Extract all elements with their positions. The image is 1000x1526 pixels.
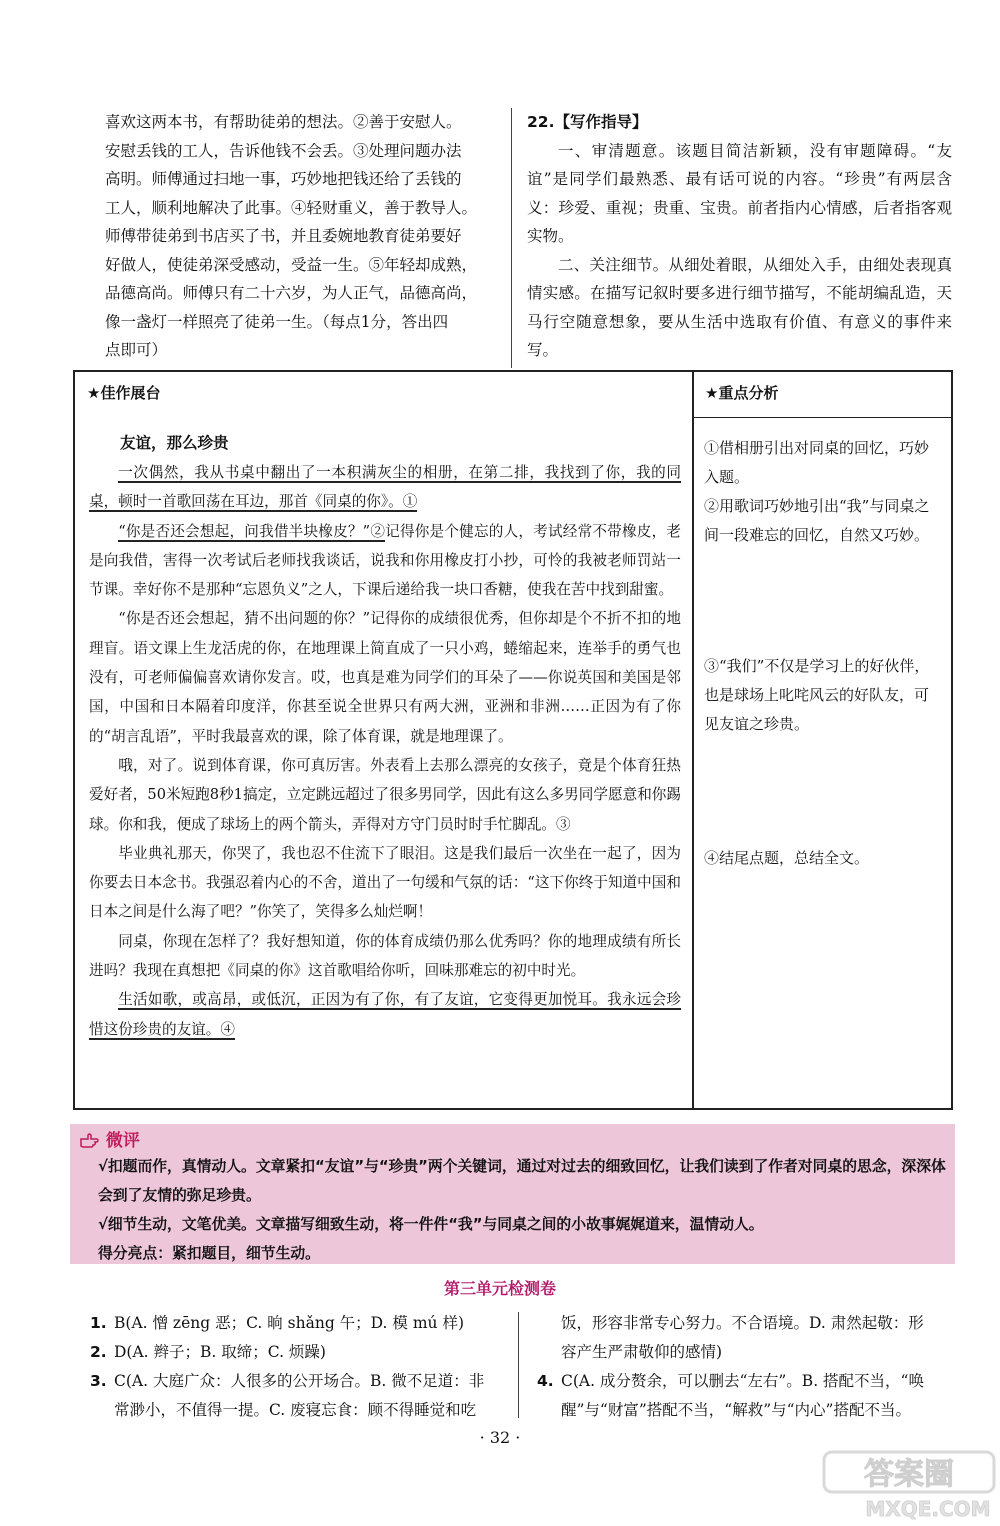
watermark-graphic: [820, 1448, 1000, 1522]
answer-text: 饭，形容非常专心努力。不合语境。D. 肃然起敬：形: [561, 1314, 924, 1332]
answer-text: B(A. 憎 zēng 恶；C. 晌 shǎng 午；D. 模 mú 样): [114, 1314, 464, 1332]
answer-item: [90, 1338, 510, 1367]
answer-item: [90, 1396, 510, 1425]
score-highlight: 得分亮点：紧扣题目，细节生动。: [98, 1245, 320, 1262]
analysis-note-4: [704, 844, 939, 873]
paragraph-text: 记得你是个健忘的人，考试经常不带橡皮，老是向我借，害得一次考试后老师找我谈话，说我和你用橡皮打小抄，可怜的我被老师罚站一节课。幸好你不是那种“忘恩负义”之人，下课后递给我一块口香糖，使我在苦中找到甜蜜。: [89, 522, 681, 599]
answer-number: 4.: [537, 1372, 554, 1390]
analysis-section-label: ★重点分析: [705, 384, 779, 402]
essay-section-label: ★佳作展台: [87, 384, 161, 402]
essay-paragraph: [89, 985, 681, 1044]
underlined-text: 生活如歌，或高昂，或低沉，正因为有了你，有了友谊，它变得更加悦耳。我永远会珍惜这份珍贵的友谊。④: [89, 991, 681, 1038]
sample-essay-table: [73, 370, 953, 1110]
answers-right-column: [537, 1309, 957, 1425]
analysis-note-1: [704, 434, 939, 492]
writing-guide: [527, 108, 952, 365]
table-divider: [692, 372, 694, 1108]
analysis-note-2: [704, 492, 939, 550]
table-rule: [694, 417, 953, 418]
text-line: 安慰丢钱的工人，告诉他钱不会丢。③处理问题办法: [105, 141, 462, 160]
answer-continuation: [105, 108, 500, 365]
analysis-note-3: [704, 652, 939, 739]
text-line: 品德高尚。师傅只有二十六岁，为人正气，品德高尚，: [105, 284, 478, 302]
watermark-logo: [820, 1448, 1000, 1522]
answer-number: 2.: [90, 1343, 107, 1361]
answers-left-column: [90, 1309, 510, 1425]
watermark-main-text: 答案圈: [864, 1457, 954, 1492]
analysis-text: ②用歌词巧妙地引出“我”与同桌之间一段难忘的回忆，自然又巧妙。: [704, 497, 930, 544]
analysis-text: ③“我们”不仅是学习上的好伙伴，也是球场上叱咤风云的好队友，可见友谊之珍贵。: [704, 657, 930, 733]
answer-text: D(A. 辫子；B. 取缔；C. 烦躁): [114, 1343, 326, 1361]
essay-paragraph: 哦，对了。说到体育课，你可真厉害。外表看上去那么漂亮的女孩子，竟是个体育狂热爱好者，50米短跑8秒1搞定，立定跳远超过了很多男同学，因此有这么多男同学愿意和你踢球。你和我，便成了球场上的两个箭头，弄得对方守门员时时手忙脚乱。③: [89, 756, 681, 833]
text-line: 像一盏灯一样照亮了徒弟一生。（每点1分，答出四: [105, 312, 449, 331]
answer-text: C(A. 大庭广众：人很多的公开场合。B. 微不足道：非: [114, 1372, 485, 1390]
answer-item: [90, 1309, 510, 1338]
comment-body: [80, 1152, 948, 1268]
essay-body: [89, 428, 681, 1044]
comment-box: [70, 1124, 955, 1264]
text-line: 高明。师傅通过扫地一事，巧妙地把钱还给了丢钱的: [105, 170, 462, 188]
essay-paragraph: [89, 517, 681, 605]
answer-item: [537, 1309, 957, 1338]
essay-paragraph: 毕业典礼那天，你哭了，我也忍不住流下了眼泪。这是我们最后一次坐在一起了，因为你要去日本念书。我强忍着内心的不舍，道出了一句缓和气氛的话：“这下你终于知道中国和日本之间是什么海了吧？”你笑了，笑得多么灿烂啊！: [89, 844, 681, 921]
answer-text: 常渺小，不值得一提。C. 废寝忘食：顾不得睡觉和吃: [114, 1401, 477, 1419]
column-divider: [511, 108, 512, 368]
essay-paragraph: [89, 458, 681, 517]
unit-test-title: 第三单元检测卷: [443, 1279, 556, 1298]
comment-point: √扣题而作，真情动人。文章紧扣“友谊”与“珍贵”两个关键词，通过对过去的细致回忆，让我们读到了作者对同桌的思念，深深体会到了友情的弥足珍贵。: [98, 1158, 946, 1204]
guide-paragraph: 一、审清题意。该题目简洁新颖，没有审题障碍。“友谊”是同学们最熟悉、最有话可说的内容。“珍贵”有两层含义：珍爱、重视；贵重、宝贵。前者指内心情感，后者指客观实物。: [527, 141, 952, 245]
answer-item: [90, 1367, 510, 1396]
answer-number: 3.: [90, 1372, 107, 1390]
watermark-sub-text: MXQE.COM: [865, 1497, 991, 1521]
answer-item: [537, 1338, 957, 1367]
text-line: 好做人，使徒弟深受感动，受益一生。⑤年轻却成熟，: [105, 255, 478, 274]
analysis-text: ④结尾点题，总结全文。: [704, 849, 870, 867]
column-divider: [518, 1312, 519, 1418]
question-heading: 22.【写作指导】: [527, 113, 648, 131]
underlined-text: 一次偶然，我从书桌中翻出了一本积满灰尘的相册，在第二排，我找到了你，我的同桌，顿时一首歌回荡在耳边，那首《同桌的你》。①: [89, 464, 681, 511]
text-line: 师傅带徒弟到书店买了书，并且委婉地教育徒弟要好: [105, 227, 462, 245]
underlined-text: “你是否还会想起，问我借半块橡皮？”②: [118, 522, 386, 540]
text-line: 喜欢这两本书，有帮助徒弟的想法。②善于安慰人。: [105, 113, 462, 131]
answer-number: 1.: [90, 1314, 107, 1332]
comment-heading: [80, 1126, 140, 1151]
comment-point: √细节生动，文笔优美。文章描写细致生动，将一件件“我”与同桌之间的小故事娓娓道来，温情动人。: [98, 1216, 764, 1233]
essay-paragraph: “你是否还会想起，猜不出问题的你？”记得你的成绩很优秀，但你却是个不折不扣的地理盲。语文课上生龙活虎的你，在地理课上简直成了一只小鸡，蜷缩起来，连举手的勇气也没有，可老师偏偏喜欢请你发言。哎，也真是难为同学们的耳朵了——你说英国和美国是邻国，中国和日本隔着印度洋，你甚至说全世界只有两大洲，亚洲和非洲……正因为有了你的“胡言乱语”，平时我最喜欢的课，除了体育课，就是地理课了。: [89, 610, 681, 745]
hand-pointer-icon: [80, 1132, 100, 1148]
answer-text: C(A. 成分赘余，可以删去“左右”。B. 搭配不当，“唤: [561, 1372, 924, 1390]
answer-text: 容产生严肃敬仰的感情): [561, 1343, 723, 1361]
analysis-text: ①借相册引出对同桌的回忆，巧妙入题。: [704, 439, 930, 486]
answer-item: [537, 1396, 957, 1425]
comment-label: 微评: [105, 1131, 140, 1151]
text-line: 点即可）: [105, 341, 168, 359]
page-number: · 32 ·: [479, 1428, 521, 1447]
answer-text: 醒”与“财富”搭配不当，“解救”与“内心”搭配不当。: [561, 1401, 911, 1419]
text-line: 工人，顺利地解决了此事。④轻财重义，善于教导人。: [105, 198, 478, 217]
guide-paragraph: 二、关注细节。从细处着眼，从细处入手，由细处表现真情实感。在描写记叙时要多进行细节描写，不能胡编乱造，天马行空随意想象，要从生活中选取有价值、有意义的事件来写。: [527, 255, 952, 359]
answer-item: [537, 1367, 957, 1396]
essay-title: 友谊，那么珍贵: [120, 434, 229, 452]
essay-paragraph: 同桌，你现在怎样了？我好想知道，你的体育成绩仍那么优秀吗？你的地理成绩有所长进吗？我现在真想把《同桌的你》这首歌唱给你听，回味那难忘的初中时光。: [89, 932, 681, 980]
